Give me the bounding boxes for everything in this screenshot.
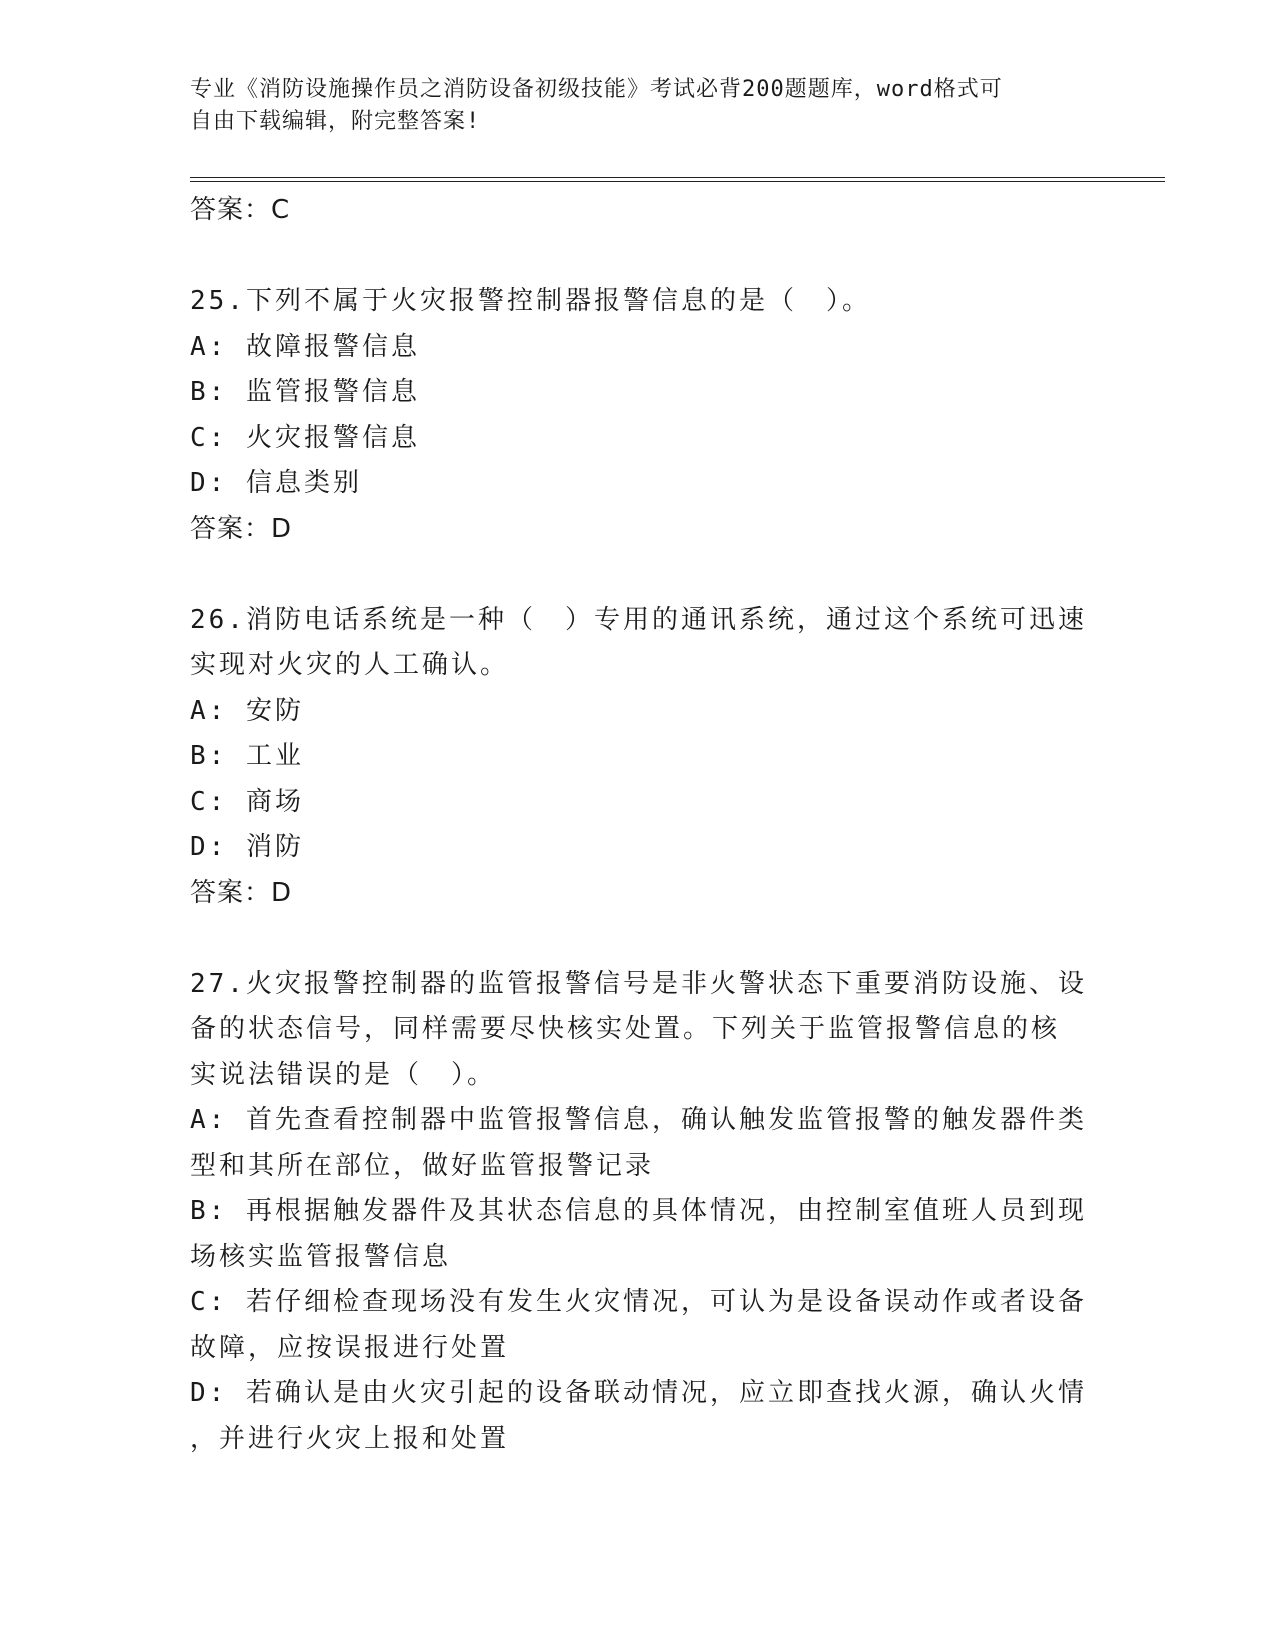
question-stem: 25.下列不属于火灾报警控制器报警信息的是（ ）。 <box>190 286 871 316</box>
option-a: A: 首先查看控制器中监管报警信息，确认触发监管报警的触发器件类 <box>190 1105 1087 1135</box>
header-line: 自由下载编辑，附完整答案! <box>190 109 481 134</box>
option-a: A: 故障报警信息 <box>190 331 420 362</box>
spacer <box>190 552 1090 598</box>
option-b: 场核实监管报警信息 <box>190 1241 452 1272</box>
question-stem: 实说法错误的是（ ）。 <box>190 1059 497 1090</box>
answer-line: 答案：C <box>190 195 291 225</box>
header-line: 专业《消防设施操作员之消防设备初级技能》考试必背200题题库，word格式可 <box>190 77 1003 102</box>
spacer <box>190 916 1090 962</box>
question-stem: 实现对火灾的人工确认。 <box>190 650 510 680</box>
option-a: A: 安防 <box>190 695 304 726</box>
option-b: B: 再根据触发器件及其状态信息的具体情况，由控制室值班人员到现 <box>190 1196 1087 1226</box>
option-d: D: 消防 <box>190 832 304 862</box>
header-divider <box>190 177 1165 182</box>
question-block <box>190 598 1090 917</box>
option-c: C: 若仔细检查现场没有发生火灾情况，可认为是设备误动作或者设备 <box>190 1287 1087 1317</box>
option-d: D: 若确认是由火灾引起的设备联动情况，应立即查找火源，确认火情 <box>190 1378 1087 1408</box>
option-d: ，并进行火灾上报和处置 <box>190 1423 510 1454</box>
option-b: B: 监管报警信息 <box>190 377 420 407</box>
option-b: B: 工业 <box>190 741 304 771</box>
option-d: D: 信息类别 <box>190 468 362 498</box>
option-a: 型和其所在部位，做好监管报警记录 <box>190 1150 655 1181</box>
page-header <box>190 74 1090 138</box>
question-block <box>190 279 1090 552</box>
answer-line: 答案：D <box>190 513 293 544</box>
option-c: 故障，应按误报进行处置 <box>190 1332 510 1363</box>
option-c: C: 火灾报警信息 <box>190 422 420 453</box>
question-stem: 27.火灾报警控制器的监管报警信号是非火警状态下重要消防设施、设 <box>190 968 1087 999</box>
answer-line: 答案：D <box>190 877 293 908</box>
question-block <box>190 962 1090 1463</box>
option-c: C: 商场 <box>190 786 304 817</box>
spacer <box>190 234 1090 280</box>
question-content <box>190 188 1090 1462</box>
question-stem: 26.消防电话系统是一种（ ）专用的通讯系统，通过这个系统可迅速 <box>190 604 1087 635</box>
question-stem: 备的状态信号，同样需要尽快核实处置。下列关于监管报警信息的核 <box>190 1014 1061 1044</box>
